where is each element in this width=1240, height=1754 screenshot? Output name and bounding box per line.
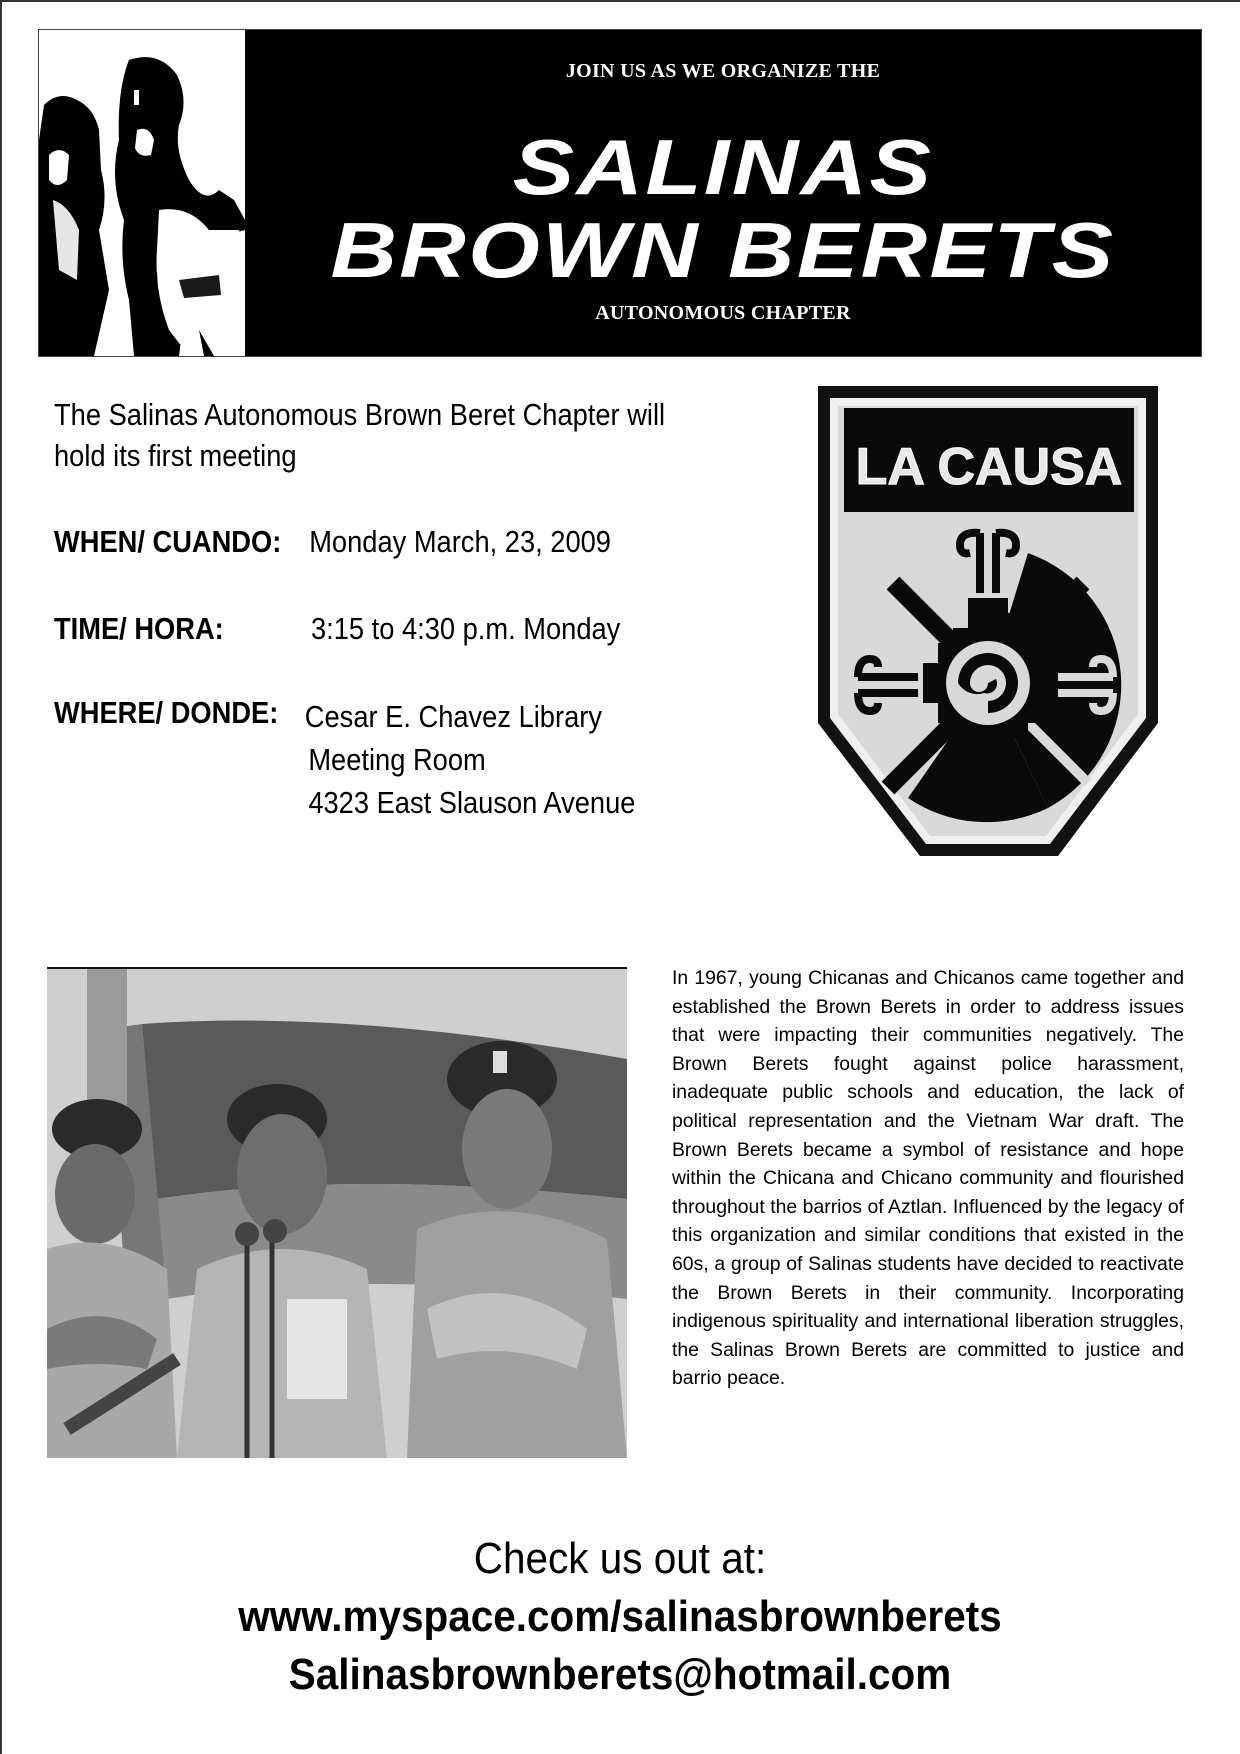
email-link[interactable]: Salinasbrownberets@hotmail.com — [288, 1650, 952, 1699]
cesar-chavez-photo — [47, 967, 627, 1458]
detail-where — [54, 695, 636, 820]
website-link-row — [50, 1588, 1191, 1646]
header-title-line1: SALINAS — [512, 123, 934, 211]
logo-banner-text: LA CAUSA — [855, 438, 1123, 496]
where-line-room: Meeting Room — [308, 742, 486, 777]
email-link-row — [50, 1646, 1191, 1704]
where-line-venue: Cesar E. Chavez Library — [304, 699, 602, 734]
detail-time-label: TIME/ HORA: — [54, 611, 224, 646]
article-paragraph: In 1967, young Chicanas and Chicanos came together and established the Brown Berets in order to address issues that were impacting their communities negatively. The Brown Berets fought against police harassment, inadequate public schools and education, the lack of political representation and the Vietnam War draft. The Brown Berets became a symbol of resistance and hope within the Chicana and Chicano community and flourished throughout the barrios of Aztlan. Influenced by the legacy of this organization and similar conditions that existed in the 60s, a group of Salinas students have decided to reactivate the Brown Berets in their community. Incorporating indigenous spirituality and international liberation struggles, the Salinas Brown Berets are committed to justice and barrio peace. — [672, 967, 1184, 1390]
website-link[interactable]: www.myspace.com/salinasbrownberets — [238, 1592, 1002, 1641]
detail-when-label: WHEN/ CUANDO: — [54, 524, 282, 559]
header-banner — [38, 29, 1202, 357]
detail-when-value: Monday March, 23, 2009 — [309, 524, 611, 559]
header-text — [245, 30, 1201, 356]
history-article — [672, 964, 1184, 1393]
detail-when — [54, 524, 611, 560]
detail-time — [54, 611, 621, 647]
contact-footer — [0, 1530, 1240, 1704]
footer-cta: Check us out at: — [473, 1534, 767, 1583]
detail-time-value: 3:15 to 4:30 p.m. Monday — [310, 611, 621, 646]
detail-where-value — [305, 695, 636, 824]
where-line-address: 4323 East Slauson Avenue — [308, 785, 636, 820]
detail-where-label: WHERE/ DONDE: — [54, 695, 279, 730]
header-kicker: JOIN US AS WE ORGANIZE THE — [565, 60, 881, 82]
header-title-line2: BROWN BERETS — [330, 206, 1116, 294]
la-causa-logo — [808, 378, 1168, 858]
intro-text: The Salinas Autonomous Brown Beret Chapter will hold its first meeting — [54, 397, 666, 473]
header-subkicker: AUTONOMOUS CHAPTER — [595, 302, 851, 324]
